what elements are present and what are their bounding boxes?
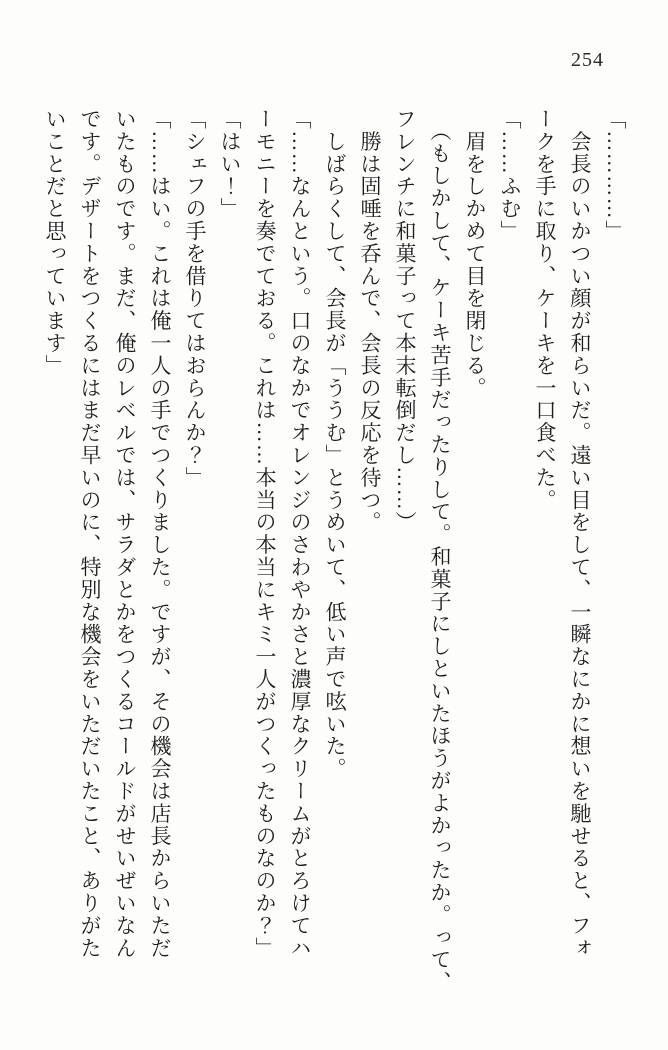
text-line: です。デザートをつくるにはまだ早いのに、特別な機会をいただいたこと、ありがた: [78, 108, 102, 960]
text-line: 「……なんという。口のなかでオレンジのさわやかさと濃厚なクリームがとろけてハ: [288, 108, 312, 960]
text-block: [36, 108, 632, 1013]
text-line: 「…………」: [603, 108, 627, 243]
text-line: 「シェフの手を借りてはおらんか？」: [183, 108, 207, 489]
text-line: いたものです。まだ、俺のレベルでは、サラダとかをつくるコールドがせいぜいなん: [113, 108, 137, 960]
text-line: 「……ふむ」: [498, 108, 522, 243]
text-line: しばらくして、会長が「ううむ」とうめいて、低い声で呟いた。: [323, 108, 347, 780]
text-line: 会長のいかつい顔が和らいだ。遠い目をして、一瞬なにかに想いを馳せると、フォ: [568, 108, 592, 960]
page-number: 254: [571, 49, 604, 71]
text-line: 勝は固唾を呑んで、会長の反応を待つ。: [358, 108, 382, 534]
text-line: フレンチに和菓子って本末転倒だし……）: [393, 108, 417, 534]
text-line: ーモニーを奏でておる。これは……本当の本当にキミ一人がつくったものなのか？」: [253, 108, 277, 960]
text-line: 「……はい。これは俺一人の手でつくりました。ですが、その機会は店長からいただ: [148, 108, 172, 960]
text-line: （もしかして、ケーキ苦手だったりして。和菓子にしといたほうがよかったか。って、: [428, 108, 452, 994]
text-line: ークを手に取り、ケーキを一口食べた。: [533, 108, 557, 512]
text-line: 「はい！」: [218, 108, 242, 220]
text-line: 眉をしかめて目を閉じる。: [463, 108, 487, 400]
text-line: いことだと思っています」: [43, 108, 67, 377]
